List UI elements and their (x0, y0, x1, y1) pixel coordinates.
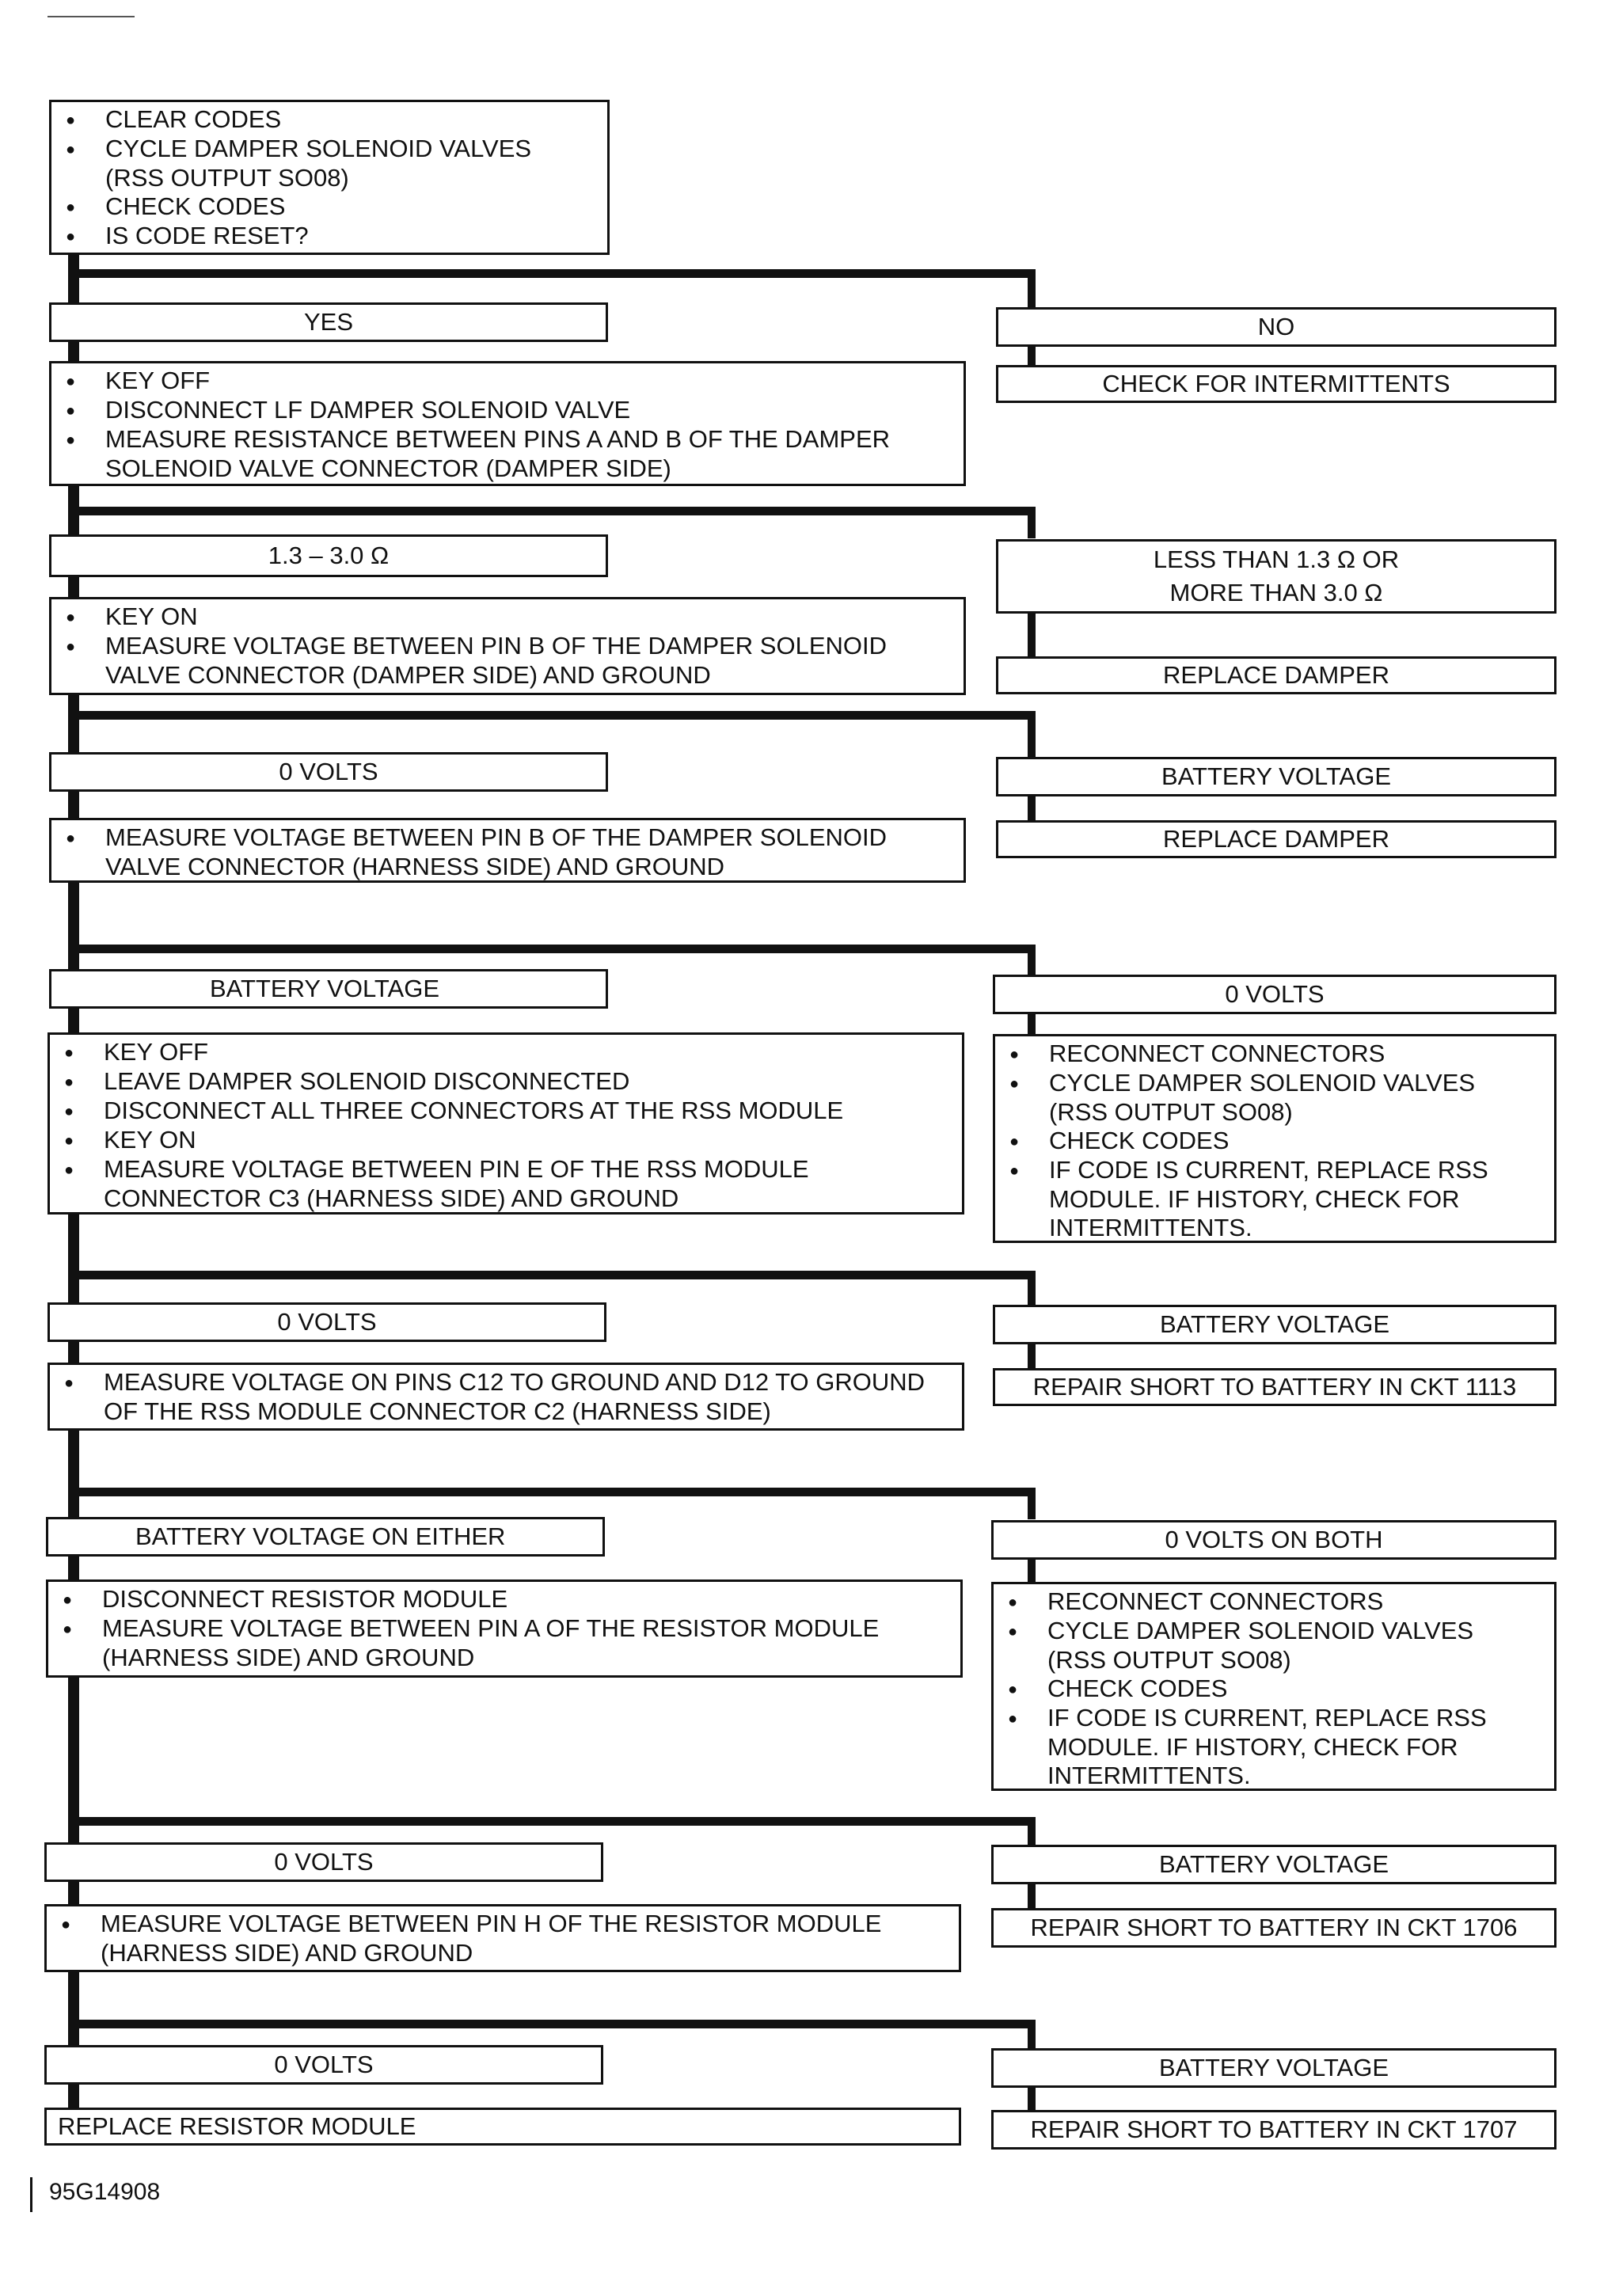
step-line: ● DISCONNECT LF DAMPER SOLENOID VALVE (63, 396, 954, 425)
no-label-line: LESS THAN 1.3 Ω OR (1153, 545, 1400, 574)
step-line: (HARNESS SIDE) AND GROUND (102, 1644, 475, 1671)
branch-line-2 (68, 507, 1036, 515)
figure-id: 95G14908 (49, 2179, 161, 2205)
yes-label: 0 VOLTS (48, 1302, 606, 1342)
branch-line-7 (68, 1817, 1036, 1826)
no-result: CHECK FOR INTERMITTENTS (996, 365, 1556, 403)
no-label: 0 VOLTS (993, 975, 1556, 1014)
step-line: ● DISCONNECT ALL THREE CONNECTORS AT THE RSS MODULE (61, 1097, 952, 1126)
step-line: ● CYCLE DAMPER SOLENOID VALVES (63, 135, 598, 164)
step-1-box (49, 100, 610, 255)
step-7-no-box (991, 1582, 1556, 1791)
step-line: VALVE CONNECTOR (DAMPER SIDE) AND GROUND (105, 661, 711, 689)
yes-label: 0 VOLTS (49, 752, 608, 792)
no-result: REPAIR SHORT TO BATTERY IN CKT 1706 (991, 1908, 1556, 1948)
step-line: ● KEY ON (61, 1126, 952, 1155)
no-label: BATTERY VOLTAGE (991, 1845, 1556, 1884)
branch-line-1 (68, 269, 1036, 278)
step-line: ● CYCLE DAMPER SOLENOID VALVES (1005, 1617, 1545, 1646)
no-label: 0 VOLTS ON BOTH (991, 1520, 1556, 1560)
step-line: ● LEAVE DAMPER SOLENOID DISCONNECTED (61, 1067, 952, 1097)
step-3-box (49, 597, 966, 695)
branch-line-8 (68, 2020, 1036, 2028)
step-line: ● MEASURE RESISTANCE BETWEEN PINS A AND B OF THE DAMPER (63, 425, 954, 454)
step-line: ● RECONNECT CONNECTORS (1006, 1040, 1545, 1069)
yes-label: YES (49, 302, 608, 342)
no-branch-stub (1028, 945, 1036, 976)
step-line: ● IF CODE IS CURRENT, REPLACE RSS (1006, 1156, 1545, 1185)
step-line: ● DISCONNECT RESISTOR MODULE (59, 1585, 951, 1614)
no-branch-stub (1028, 269, 1036, 307)
step-line: ● IF CODE IS CURRENT, REPLACE RSS (1005, 1704, 1545, 1733)
figure-id-rule (30, 2177, 32, 2212)
step-7-box (46, 1579, 963, 1678)
step-line: ● KEY ON (63, 603, 954, 632)
step-line: ● KEY OFF (63, 367, 954, 396)
step-line: SOLENOID VALVE CONNECTOR (DAMPER SIDE) (105, 454, 671, 482)
step-4-box (49, 818, 966, 883)
no-branch-stub (1028, 507, 1036, 538)
branch-line-5 (68, 1271, 1036, 1279)
yes-label: 0 VOLTS (44, 1842, 603, 1882)
step-line: ● RECONNECT CONNECTORS (1005, 1587, 1545, 1617)
yes-label: 1.3 – 3.0 Ω (49, 534, 608, 577)
branch-line-6 (68, 1488, 1036, 1496)
step-line: ● CYCLE DAMPER SOLENOID VALVES (1006, 1069, 1545, 1098)
step-line: CONNECTOR C3 (HARNESS SIDE) AND GROUND (104, 1184, 679, 1212)
corner-mark (48, 16, 135, 17)
no-result: REPAIR SHORT TO BATTERY IN CKT 1113 (993, 1368, 1556, 1406)
step-line: ● MEASURE VOLTAGE BETWEEN PIN A OF THE RESISTOR MODULE (59, 1614, 951, 1644)
no-branch-stub (1028, 1340, 1036, 1372)
no-branch-stub (1028, 2020, 1036, 2051)
no-branch-stub (1028, 711, 1036, 757)
no-result: REPAIR SHORT TO BATTERY IN CKT 1707 (991, 2110, 1556, 2150)
no-branch-stub (1028, 1817, 1036, 1849)
step-6-box (48, 1363, 964, 1431)
no-branch-stub (1028, 611, 1036, 657)
step-line: ● CHECK CODES (1006, 1127, 1545, 1156)
step-line: (RSS OUTPUT SO08) (1047, 1646, 1291, 1674)
step-line: ● CHECK CODES (63, 192, 598, 222)
no-label: BATTERY VOLTAGE (991, 2048, 1556, 2088)
step-line: ● MEASURE VOLTAGE BETWEEN PIN B OF THE DAMPER SOLENOID (63, 632, 954, 661)
no-branch-stub (1028, 344, 1036, 366)
no-label (996, 539, 1556, 614)
step-line: (RSS OUTPUT SO08) (105, 164, 349, 192)
step-line: MODULE. IF HISTORY, CHECK FOR (1049, 1185, 1460, 1213)
step-line: VALVE CONNECTOR (HARNESS SIDE) AND GROUND (105, 853, 725, 880)
step-line: ● MEASURE VOLTAGE BETWEEN PIN E OF THE RSS MODULE (61, 1155, 952, 1184)
no-branch-stub (1028, 1881, 1036, 1910)
no-label: BATTERY VOLTAGE (993, 1305, 1556, 1344)
step-line: ● CHECK CODES (1005, 1674, 1545, 1704)
no-branch-stub (1028, 1271, 1036, 1309)
yes-label: 0 VOLTS (44, 2045, 603, 2085)
no-result: REPLACE DAMPER (996, 820, 1556, 858)
step-line: INTERMITTENTS. (1049, 1214, 1252, 1241)
step-5-no-box (993, 1034, 1556, 1243)
branch-line-3 (68, 711, 1036, 720)
no-branch-stub (1028, 1010, 1036, 1037)
no-branch-stub (1028, 1488, 1036, 1519)
no-result: REPLACE DAMPER (996, 656, 1556, 694)
no-label-line: MORE THAN 3.0 Ω (1169, 579, 1383, 606)
step-line: ● MEASURE VOLTAGE BETWEEN PIN H OF THE RESISTOR MODULE (58, 1910, 949, 1939)
step-line: ● CLEAR CODES (63, 105, 598, 135)
no-label: BATTERY VOLTAGE (996, 757, 1556, 796)
step-line: (HARNESS SIDE) AND GROUND (101, 1939, 473, 1967)
step-line: (RSS OUTPUT SO08) (1049, 1098, 1293, 1126)
step-2-box (49, 361, 966, 486)
step-line: ● MEASURE VOLTAGE ON PINS C12 TO GROUND AND D12 TO GROUND (61, 1368, 952, 1397)
step-line: MODULE. IF HISTORY, CHECK FOR (1047, 1733, 1458, 1761)
step-5-box (48, 1032, 964, 1215)
yes-label: BATTERY VOLTAGE ON EITHER (46, 1517, 605, 1557)
yes-label: BATTERY VOLTAGE (49, 969, 608, 1009)
no-branch-stub (1028, 792, 1036, 823)
no-label: NO (996, 307, 1556, 347)
step-line: INTERMITTENTS. (1047, 1762, 1251, 1789)
step-8-box (44, 1904, 961, 1972)
step-line: OF THE RSS MODULE CONNECTOR C2 (HARNESS SIDE) (104, 1397, 771, 1425)
step-line: ● IS CODE RESET? (63, 222, 598, 251)
final-result: REPLACE RESISTOR MODULE (44, 2108, 961, 2146)
branch-line-4 (68, 945, 1036, 953)
step-line: ● KEY OFF (61, 1038, 952, 1067)
step-line: ● MEASURE VOLTAGE BETWEEN PIN B OF THE DAMPER SOLENOID (63, 823, 954, 853)
